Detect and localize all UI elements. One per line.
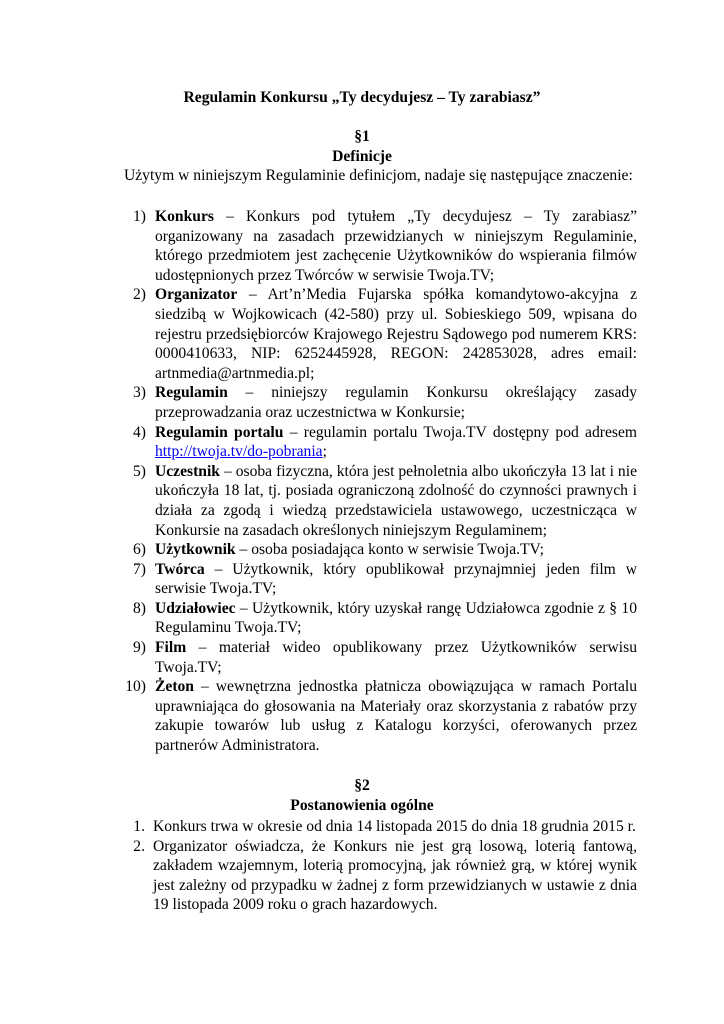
definition-text: – regulamin portalu Twoja.TV dostępny pod adresem: [283, 423, 638, 441]
definition-text: – osoba posiadająca konto w serwisie Twoja.TV;: [235, 541, 544, 559]
section2-symbol: §2: [354, 777, 370, 794]
definition-item: [133, 560, 637, 599]
item-number: 10): [125, 678, 146, 696]
definition-item: [133, 383, 637, 422]
section2-heading: Postanowienia ogólne: [290, 797, 434, 814]
definition-text: – niniejszy regulamin Konkursu określający zasady przeprowadzania oraz uczestnictwa w Konkursie;: [155, 384, 637, 421]
provision-item: [133, 837, 637, 915]
definition-term: Regulamin: [155, 384, 228, 402]
section1-intro: Użytym w niniejszym Regulaminie definicjom, nadaje się następujące znaczenie:: [124, 167, 633, 184]
definition-term: Żeton: [155, 678, 194, 696]
definition-text: – osoba fizyczna, która jest pełnoletnia albo ukończyła 13 lat i nie ukończyła 18 lat, tj. posiada ograniczoną zdolność do czynności prawnych i działa za zgodą i wiedzą przedstawiciela ustawowego, uczestnicząca w Konkursie na zasadach określonych niniejszym Regulaminem;: [155, 462, 637, 539]
definition-term: Organizator: [155, 286, 238, 304]
item-number: 5): [133, 462, 146, 480]
item-number: 2.: [133, 837, 145, 855]
document-title: Regulamin Konkursu „Ty decydujesz – Ty zarabiasz”: [183, 89, 541, 106]
definition-item: [125, 677, 637, 755]
definition-text: – Użytkownik, który uzyskał rangę Udziałowca zgodnie z § 10 Regulaminu Twoja.TV;: [155, 599, 637, 637]
definition-item: [133, 423, 638, 462]
definition-item: [133, 599, 637, 638]
definition-term: Uczestnik: [155, 462, 220, 480]
section1-symbol: §1: [354, 128, 370, 145]
provision-text: Organizator oświadcza, że Konkurs nie jest grą losową, loterią fantową, zakładem wzajemnym, loterią promocyjną, jak również grą, w której wynik jest zależny od przypadku w żadnej z form przewidzianych w ustawie z dnia 19 listopada 2009 roku o grach hazardowych.: [153, 837, 637, 914]
item-number: 3): [133, 384, 146, 402]
definition-text: – Użytkownik, który opublikował przynajmniej jeden film w serwisie Twoja.TV;: [155, 560, 637, 598]
definition-text: – Art’n’Media Fujarska spółka komandytowo-akcyjna z siedzibą w Wojkowicach (42-580) przy ul. Sobieskiego 509, wpisana do rejestru przedsiębiorców Krajowego Rejestru Sądowego pod numerem KRS: 0000410633, NIP: 6252445928, REGON: 242853028, adres email: artnmedia@artnmedia.pl;: [155, 286, 637, 382]
provision-text: Konkurs trwa w okresie od dnia 14 listopada 2015 do dnia 18 grudnia 2015 r.: [153, 818, 636, 835]
download-link[interactable]: http://twoja.tv/do-pobrania: [155, 443, 323, 461]
definition-term: Użytkownik: [155, 541, 236, 559]
definition-item: [133, 285, 637, 383]
item-number: 1.: [133, 818, 145, 835]
definition-item: [133, 207, 637, 285]
item-number: 6): [133, 541, 146, 559]
item-number: 8): [133, 599, 146, 617]
definitions-list: [125, 207, 638, 756]
definition-text: – materiał wideo opublikowany przez Użytkowników serwisu Twoja.TV;: [155, 639, 637, 676]
provision-item: [133, 817, 637, 837]
definition-term: Twórca: [155, 560, 205, 578]
definition-text-end: ;: [322, 443, 327, 461]
definition-item: [133, 462, 637, 540]
item-number: 4): [133, 423, 146, 441]
item-number: 1): [133, 208, 146, 225]
definition-item: [133, 540, 637, 560]
definition-item: [133, 638, 637, 677]
general-provisions-list: [133, 817, 637, 915]
definition-text: – Konkurs pod tytułem „Ty decydujesz – Ty zarabiasz” organizowany na zasadach przewidzianych w niniejszym Regulaminie, którego przedmiotem jest zachęcenie Użytkowników do wspierania filmów udostępnionych przez Twórców w serwisie Twoja.TV;: [155, 208, 637, 284]
definition-term: Regulamin portalu: [155, 423, 284, 441]
item-number: 9): [133, 639, 146, 657]
item-number: 7): [133, 560, 146, 578]
section1-heading: Definicje: [332, 148, 392, 165]
definition-text: – wewnętrzna jednostka płatnicza obowiązująca w ramach Portalu uprawniająca do głosowania na Materiały oraz skorzystania z rabatów przy zakupie towarów lub usług z Katalogu korzyści, oferowanych przez partnerów Administratora.: [155, 678, 637, 755]
item-number: 2): [133, 286, 146, 304]
definition-term: Konkurs: [155, 208, 214, 225]
definition-term: Udziałowiec: [155, 599, 236, 617]
definition-term: Film: [155, 639, 187, 657]
